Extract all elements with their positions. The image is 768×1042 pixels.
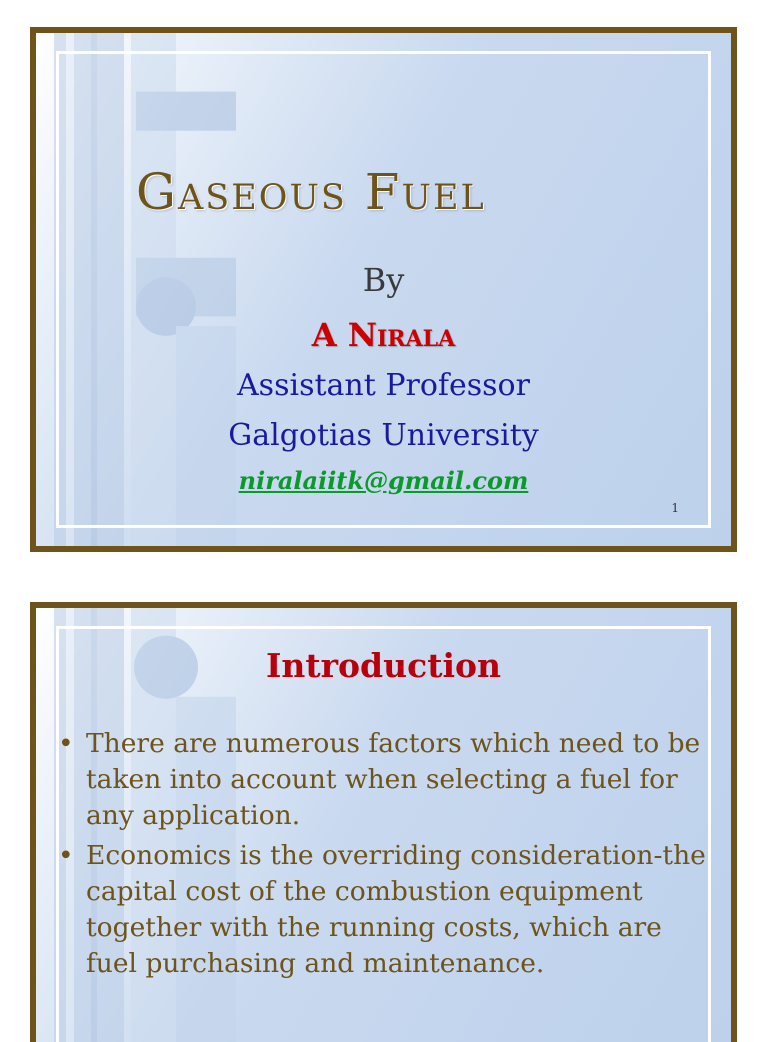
list-item	[58, 838, 711, 982]
email-link[interactable]: niralaiitk@gmail.com	[238, 466, 529, 495]
slide-title: Introduction	[265, 646, 501, 685]
bullet-icon: •	[58, 840, 74, 871]
bullet-text: Economics is the overriding consideration-the capital cost of the combustion equipment together with the running costs, which are fuel purchasing and maintenance.	[86, 840, 706, 979]
bullet-icon: •	[58, 728, 74, 759]
bullet-list	[58, 726, 711, 986]
by-label: By	[362, 261, 405, 299]
title-slide	[30, 27, 737, 552]
slide-title: Gaseous Fuel	[136, 163, 486, 221]
author-name: A Nirala	[311, 316, 456, 354]
university-name: Galgotias University	[228, 418, 539, 453]
introduction-slide	[30, 602, 737, 1042]
bullet-text: There are numerous factors which need to be taken into account when selecting a fuel for any application.	[86, 728, 701, 831]
page-number: 1	[671, 501, 679, 515]
list-item	[58, 726, 711, 834]
author-role: Assistant Professor	[237, 368, 530, 403]
